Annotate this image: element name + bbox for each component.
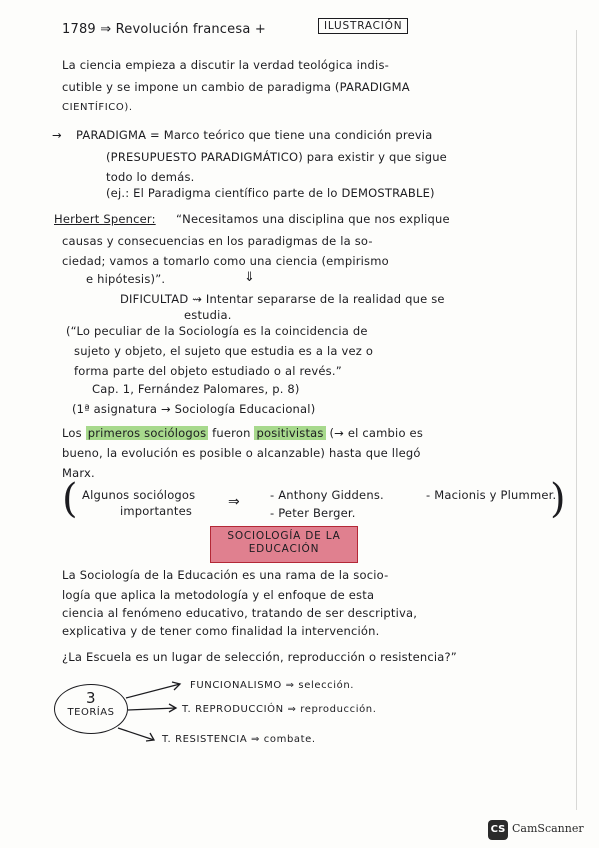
- right-parenthesis: ): [550, 476, 566, 522]
- sociologos-label1: Algunos sociólogos: [82, 488, 196, 502]
- down-arrow-icon: ⇓: [244, 270, 256, 285]
- highlight-positivistas: positivistas: [256, 426, 324, 440]
- quote-line2: sujeto y objeto, el sujeto que estudia es a la vez o: [74, 344, 374, 358]
- paradigma-line2: (PRESUPUESTO PARADIGMÁTICO) para existir y que sigue: [106, 150, 447, 164]
- teoria-funcionalismo: FUNCIONALISMO ⇒ selección.: [190, 680, 355, 691]
- teorias-label: TEORÍAS: [67, 707, 115, 718]
- paragraph1-line3: CIENTÍFICO).: [62, 102, 133, 113]
- quote-line1: (“Lo peculiar de la Sociología es la coincidencia de: [66, 324, 368, 338]
- quote-line3: forma parte del objeto estudiado o al revés.”: [74, 364, 342, 378]
- arrow-reproduccion: [128, 708, 176, 710]
- positivistas-line2: bueno, la evolución es posible o alcanzable) hasta que llegó: [62, 446, 421, 460]
- sociologo-giddens: - Anthony Giddens.: [270, 488, 384, 502]
- definition-line1: La Sociología de la Educación es una rama de la socio-: [62, 568, 389, 582]
- dificultad-line2: estudia.: [184, 308, 232, 322]
- highlight-primeros-sociologos: primeros sociólogos: [87, 426, 207, 440]
- paragraph1-line1: La ciencia empieza a discutir la verdad teológica indis-: [62, 58, 389, 72]
- ilustracion-box: ILUSTRACIÓN: [318, 18, 408, 34]
- paradigma-line1: PARADIGMA = Marco teórico que tiene una condición previa: [76, 128, 433, 142]
- paradigma-line3: todo lo demás.: [106, 170, 195, 184]
- definition-line3: ciencia al fenómeno educativo, tratando de ser descriptiva,: [62, 606, 418, 620]
- section-title-line2: EDUCACIÓN: [248, 543, 320, 555]
- spencer-name: Herbert Spencer:: [54, 212, 156, 226]
- teorias-number: 3: [85, 689, 97, 707]
- camscanner-watermark: CamScanner: [512, 822, 584, 835]
- paradigma-arrow: →: [52, 128, 62, 142]
- double-arrow-icon: ⇒: [228, 494, 240, 510]
- quote-line4: Cap. 1, Fernández Palomares, p. 8): [92, 382, 300, 396]
- question-line: ¿La Escuela es un lugar de selección, reproducción o resistencia?”: [62, 650, 457, 664]
- arrow-funcionalismo: [126, 684, 180, 698]
- spencer-line3: ciedad; vamos a tomarlo como una ciencia (empirismo: [62, 254, 389, 268]
- left-parenthesis: (: [62, 476, 78, 522]
- sociologo-macionis: - Macionis y Plummer.: [426, 488, 557, 502]
- section-title-line1: SOCIOLOGÍA DE LA: [227, 530, 341, 542]
- sociologos-label2: importantes: [120, 504, 193, 518]
- asignatura-note: (1ª asignatura → Sociología Educacional): [72, 402, 316, 416]
- sociologo-berger: - Peter Berger.: [270, 506, 356, 520]
- spencer-line1: “Necesitamos una disciplina que nos explique: [176, 212, 450, 226]
- definition-line2: logía que aplica la metodología y el enfoque de esta: [62, 588, 375, 602]
- positivistas-post: (→ el cambio es: [329, 426, 424, 440]
- paragraph1-line2: cutible y se impone un cambio de paradigma (PARADIGMA: [62, 80, 410, 94]
- positivistas-pre: Los: [62, 426, 82, 440]
- spencer-line2: causas y consecuencias en los paradigmas de la so-: [62, 234, 373, 248]
- positivistas-mid: fueron: [212, 426, 251, 440]
- positivistas-line3: Marx.: [62, 466, 95, 480]
- paradigma-line4: (ej.: El Paradigma científico parte de lo DEMOSTRABLE): [106, 186, 435, 200]
- dificultad-line1: DIFICULTAD ⇝ Intentar separarse de la realidad que se: [120, 292, 445, 306]
- teoria-reproduccion: T. REPRODUCCIÓN ⇒ reproducción.: [182, 704, 377, 715]
- camscanner-logo-icon: CS: [488, 820, 508, 840]
- arrow-resistencia: [118, 728, 154, 740]
- teoria-resistencia: T. RESISTENCIA ⇒ combate.: [162, 734, 316, 745]
- header-title: 1789 ⇒ Revolución francesa +: [62, 22, 266, 37]
- definition-line4: explicativa y de tener como finalidad la intervención.: [62, 624, 380, 638]
- spencer-line4: e hipótesis)”.: [86, 272, 166, 286]
